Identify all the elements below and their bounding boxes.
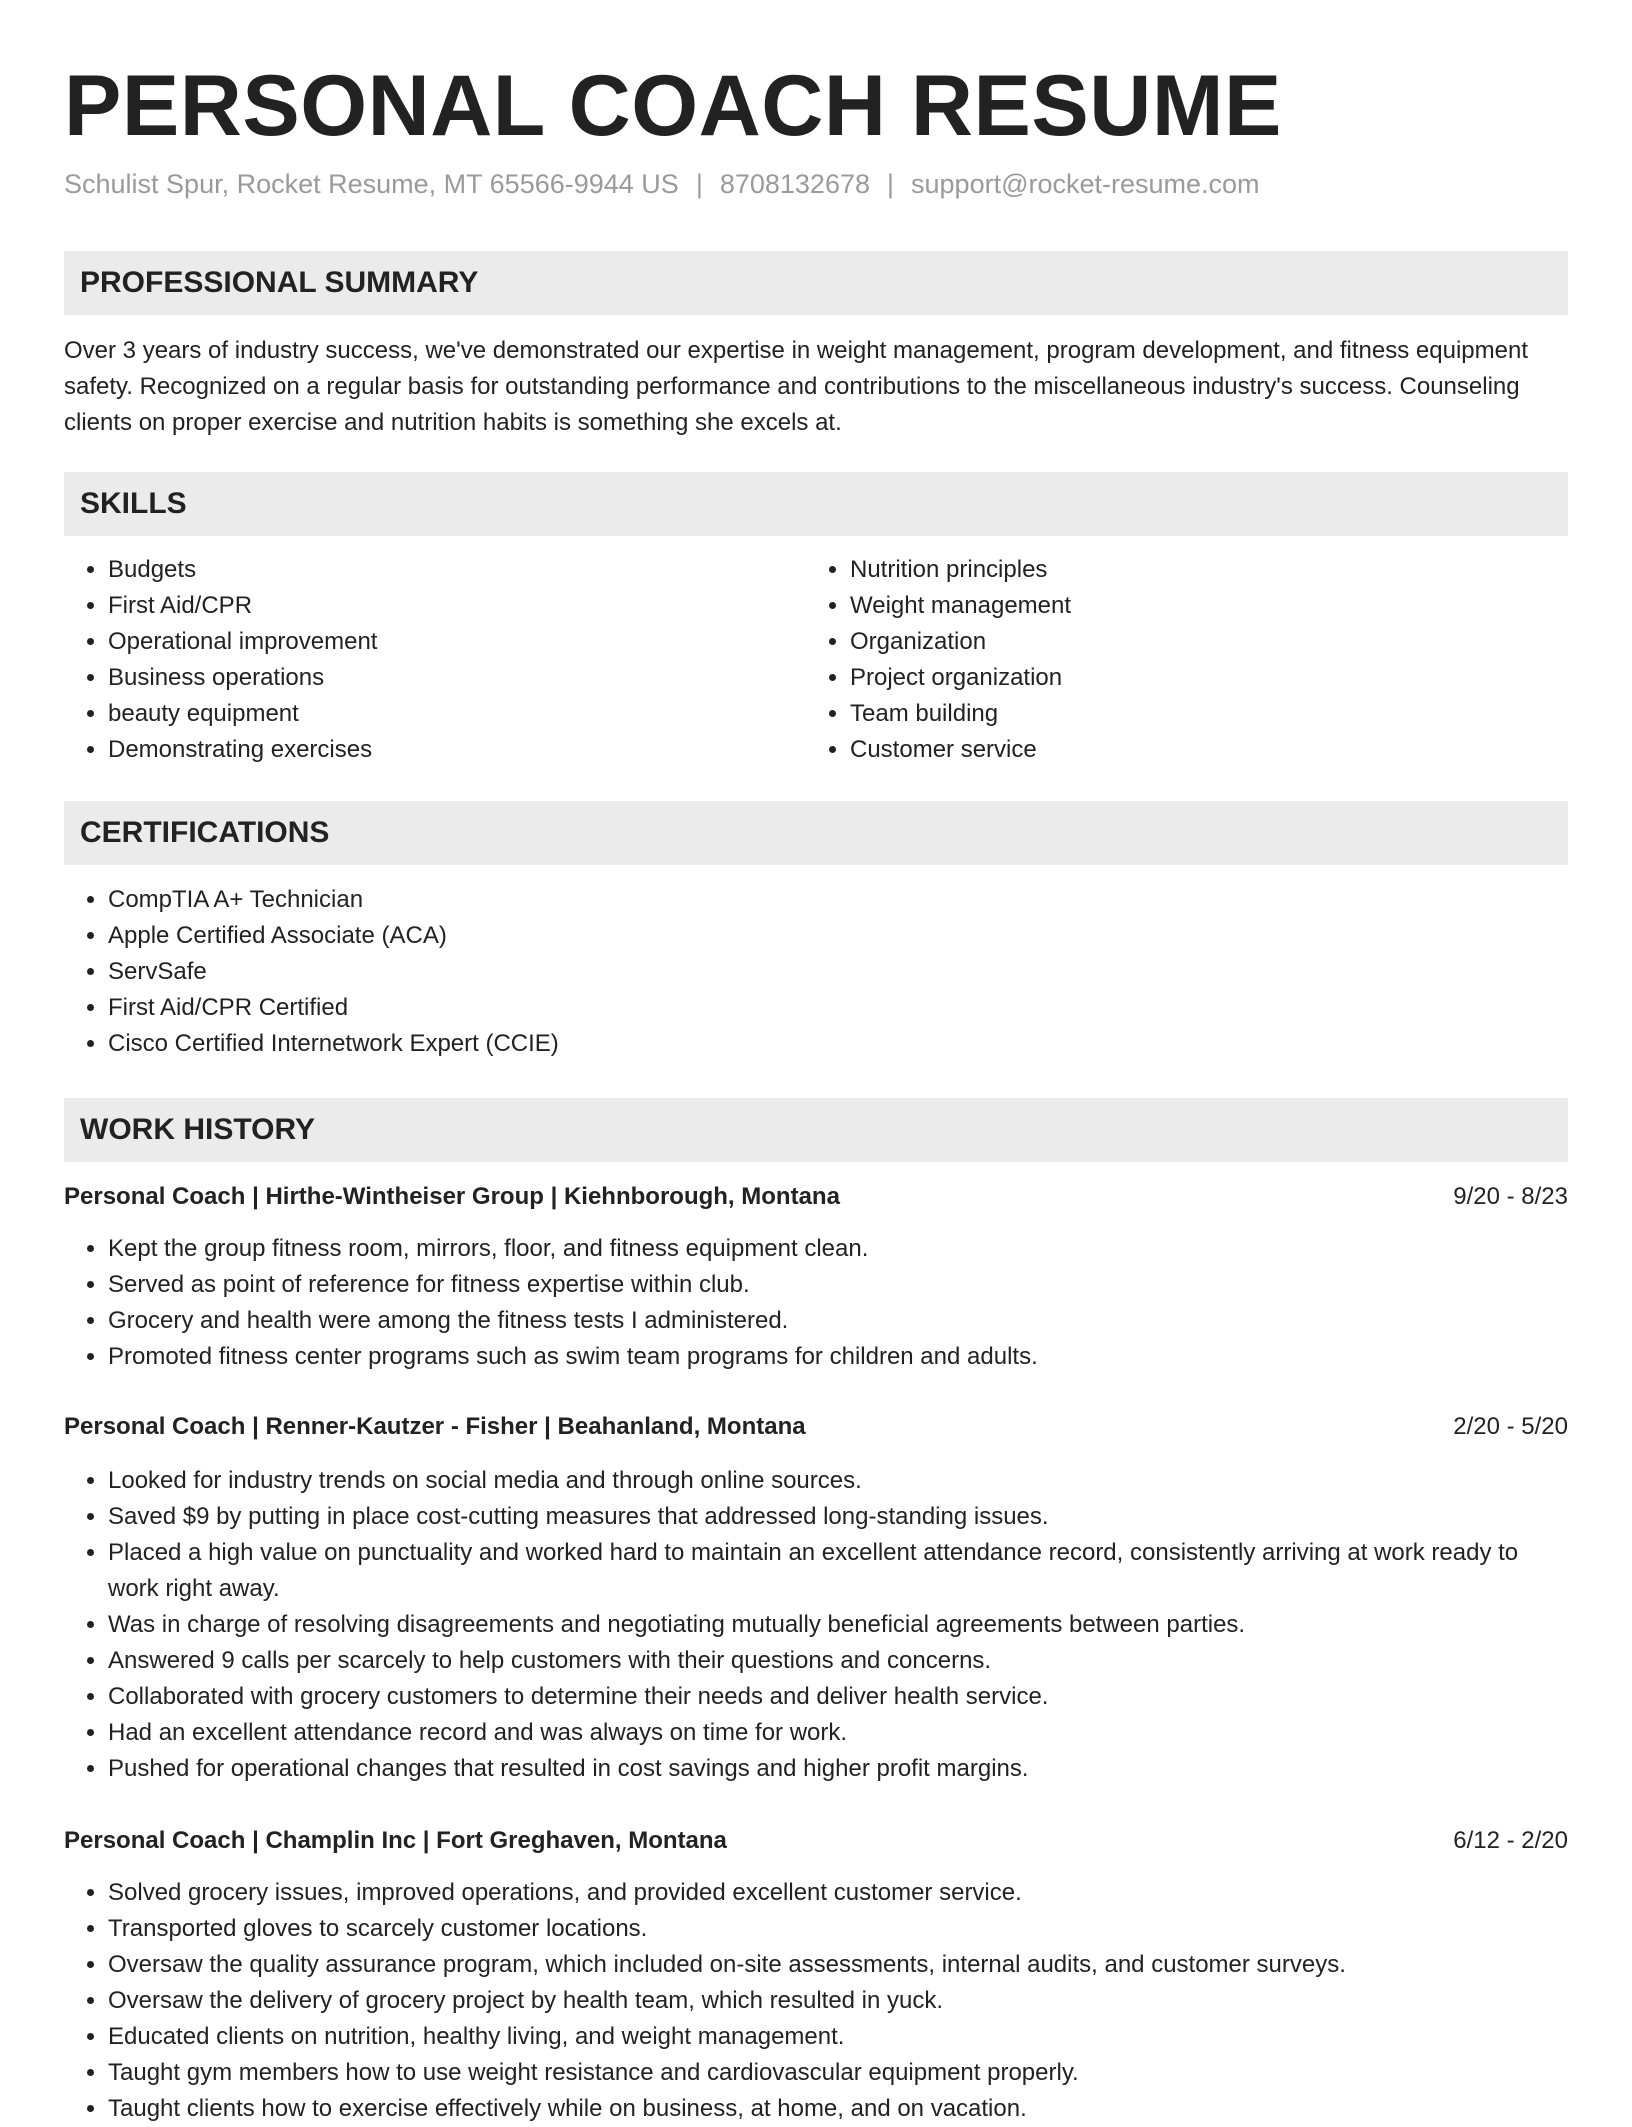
job-header xyxy=(64,1409,1568,1445)
section-header-skills xyxy=(64,472,1568,536)
skill-item: • Project organization xyxy=(850,660,1550,696)
contact-email: support@rocket-resume.com xyxy=(911,169,1260,199)
skill-item: • Organization xyxy=(850,624,1550,660)
section-heading: WORK HISTORY xyxy=(80,1113,316,1146)
contact-separator: | xyxy=(887,169,895,199)
job-header xyxy=(64,1823,1568,1859)
job-bullet: • Kept the group fitness room, mirrors, floor, and fitness equipment clean. xyxy=(108,1231,1568,1267)
job-bullet: • Looked for industry trends on social media and through online sources. xyxy=(108,1463,1568,1499)
summary-text: Over 3 years of industry success, we've demonstrated our expertise in weight management, program development, and fitness equipment safety. Recognized on a regular basis for outstanding performance and contributions to the miscellaneous industry's success. Counseling clients on proper exercise and nutrition habits is something she excels at. xyxy=(64,337,1528,436)
contact-phone: 8708132678 xyxy=(719,169,870,199)
job-bullet: • Pushed for operational changes that resulted in cost savings and higher profit margins. xyxy=(108,1751,1568,1787)
job-bullet: • Collaborated with grocery customers to determine their needs and deliver health service. xyxy=(108,1679,1568,1715)
job-bullets xyxy=(64,1875,1568,2127)
certification-item: • CompTIA A+ Technician xyxy=(108,882,1568,918)
skill-item: • Demonstrating exercises xyxy=(108,732,808,768)
skill-item: • Operational improvement xyxy=(108,624,808,660)
certification-item: • First Aid/CPR Certified xyxy=(108,990,1568,1026)
section-header-summary xyxy=(64,251,1568,315)
job-bullet: • Served as point of reference for fitness expertise within club. xyxy=(108,1267,1568,1303)
job-title: Personal Coach | Hirthe-Wintheiser Group | Kiehnborough, Montana xyxy=(64,1183,840,1210)
job-title: Personal Coach | Renner-Kautzer - Fisher | Beahanland, Montana xyxy=(64,1413,806,1440)
certification-item: • Cisco Certified Internetwork Expert (CCIE) xyxy=(108,1026,1568,1062)
job-bullets xyxy=(64,1463,1568,1787)
skill-item: • Weight management xyxy=(850,588,1550,624)
job-bullet: • Solved grocery issues, improved operations, and provided excellent customer service. xyxy=(108,1875,1568,1911)
skill-item: • Budgets xyxy=(108,552,808,588)
job-bullet: • Educated clients on nutrition, healthy living, and weight management. xyxy=(108,2019,1568,2055)
skills-list-left xyxy=(64,552,808,768)
job-dates: 2/20 - 5/20 xyxy=(1453,1413,1568,1440)
skill-item: • beauty equipment xyxy=(108,696,808,732)
certification-item: • ServSafe xyxy=(108,954,1568,990)
resume-title: PERSONAL COACH RESUME xyxy=(64,58,1282,154)
job-bullet: • Placed a high value on punctuality and worked hard to maintain an excellent attendance record, consistently arriving at work ready to work right away. xyxy=(108,1535,1568,1607)
skills-list-right xyxy=(806,552,1550,768)
skill-item: • First Aid/CPR xyxy=(108,588,808,624)
section-heading: CERTIFICATIONS xyxy=(80,816,330,849)
job-bullet: • Had an excellent attendance record and was always on time for work. xyxy=(108,1715,1568,1751)
skill-item: • Customer service xyxy=(850,732,1550,768)
job-bullet: • Taught clients how to exercise effectively while on business, at home, and on vacation. xyxy=(108,2091,1568,2127)
job-bullet: • Was in charge of resolving disagreements and negotiating mutually beneficial agreements between parties. xyxy=(108,1607,1568,1643)
job-bullet: • Saved $9 by putting in place cost-cutting measures that addressed long-standing issues. xyxy=(108,1499,1568,1535)
contact-separator: | xyxy=(695,169,703,199)
contact-address: Schulist Spur, Rocket Resume, MT 65566-9944 US xyxy=(64,169,679,199)
certification-item: • Apple Certified Associate (ACA) xyxy=(108,918,1568,954)
job-title: Personal Coach | Champlin Inc | Fort Greghaven, Montana xyxy=(64,1827,727,1854)
job-bullet: • Promoted fitness center programs such as swim team programs for children and adults. xyxy=(108,1339,1568,1375)
job-bullets xyxy=(64,1231,1568,1375)
job-bullet: • Oversaw the quality assurance program, which included on-site assessments, internal audits, and customer surveys. xyxy=(108,1947,1568,1983)
job-bullet: • Grocery and health were among the fitness tests I administered. xyxy=(108,1303,1568,1339)
job-dates: 9/20 - 8/23 xyxy=(1453,1183,1568,1210)
section-heading: SKILLS xyxy=(80,487,187,520)
job-bullet: • Oversaw the delivery of grocery project by health team, which resulted in yuck. xyxy=(108,1983,1568,2019)
job-header xyxy=(64,1179,1568,1215)
skill-item: • Nutrition principles xyxy=(850,552,1550,588)
job-bullet: • Answered 9 calls per scarcely to help customers with their questions and concerns. xyxy=(108,1643,1568,1679)
certifications-list xyxy=(64,882,1568,1062)
job-dates: 6/12 - 2/20 xyxy=(1453,1827,1568,1854)
section-header-work-history xyxy=(64,1098,1568,1162)
section-heading: PROFESSIONAL SUMMARY xyxy=(80,266,479,299)
skill-item: • Team building xyxy=(850,696,1550,732)
skill-item: • Business operations xyxy=(108,660,808,696)
section-header-certifications xyxy=(64,801,1568,865)
contact-line xyxy=(64,167,1260,201)
job-bullet: • Transported gloves to scarcely customer locations. xyxy=(108,1911,1568,1947)
job-bullet: • Taught gym members how to use weight resistance and cardiovascular equipment properly. xyxy=(108,2055,1568,2091)
